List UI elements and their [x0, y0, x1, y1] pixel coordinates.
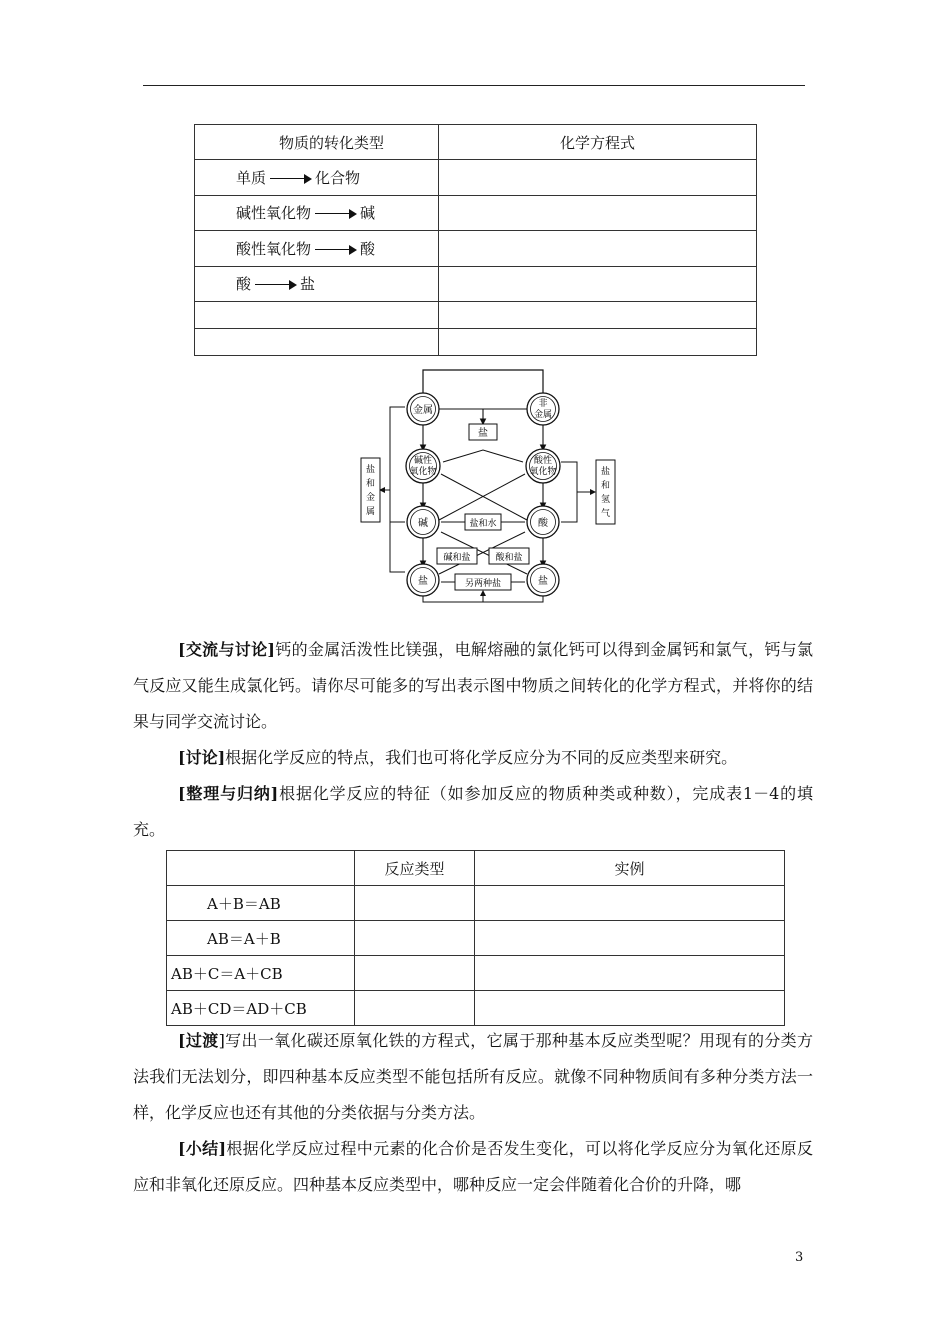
discuss-text: 根据化学反应的特点，我们也可将化学反应分为不同的反应类型来研究。	[225, 748, 738, 767]
base-label: 碱	[418, 518, 428, 529]
right-bracket-line	[561, 462, 577, 522]
table-row	[167, 921, 785, 956]
side-right-char: 和	[600, 481, 611, 491]
basic-oxide-label-2: 氧化物	[409, 467, 437, 477]
oxides-link-line	[443, 450, 523, 462]
side-right-char: 氢	[600, 495, 611, 505]
conclusion-tag: [小结]	[178, 1139, 227, 1158]
table-row	[195, 302, 757, 329]
cross-line	[439, 474, 525, 520]
right-arrow-icon	[270, 174, 312, 184]
nonmetal-label-1: 非	[538, 399, 548, 409]
acid-salt-label: 酸和盐	[495, 553, 523, 563]
table2-equation: A＋B＝AB	[167, 886, 355, 921]
acid-salt-box	[489, 548, 529, 564]
table2-cell	[475, 956, 785, 991]
table2-cell	[475, 886, 785, 921]
acidic-oxide-label-1: 酸性	[533, 456, 553, 466]
transition-paragraph	[133, 1023, 813, 1131]
conclusion-paragraph	[133, 1131, 813, 1203]
summary-tag: [整理与归纳]	[178, 784, 279, 803]
base-salt-label: 碱和盐	[443, 553, 471, 563]
conclusion-text: 根据化学反应过程中元素的化合价是否发生变化，可以将化学反应分为氧化还原反应和非氧化还原反应。四种基本反应类型中，哪种反应一定会伴随着化合价的升降，哪	[133, 1139, 813, 1194]
side-left-box	[361, 458, 380, 522]
acidic-oxide-label-2: 氧化物	[529, 467, 557, 477]
table1-header-equation: 化学方程式	[439, 125, 757, 160]
page-number: 3	[795, 1250, 804, 1265]
side-right-box	[596, 460, 615, 524]
acidic-oxide-node	[526, 449, 560, 483]
side-right-char: 气	[600, 509, 611, 519]
side-left-char: 和	[365, 479, 376, 489]
table2-equation: AB＋CD＝AD＋CB	[167, 991, 355, 1026]
acid-label: 酸	[538, 518, 548, 529]
nonmetal-node	[527, 393, 559, 425]
reaction-type-table	[166, 850, 785, 1026]
table-row	[167, 851, 785, 886]
salt-water-label: 盐和水	[469, 519, 497, 529]
table1-cell-type: 酸性氧化物 酸	[195, 231, 439, 267]
two-salts-label: 另两种盐	[464, 579, 502, 589]
table2-cell	[475, 921, 785, 956]
salt-water-box	[465, 514, 501, 530]
discussion-tag: [交流与讨论]	[178, 640, 275, 659]
conversion-type-table	[194, 124, 757, 356]
table1-cell-blank	[195, 302, 439, 329]
table2-header-type: 反应类型	[355, 851, 475, 886]
top-loop-line	[423, 370, 543, 396]
table2-cell	[355, 886, 475, 921]
table1-cell-type: 碱性氧化物 碱	[195, 195, 439, 231]
summary-text: 根据化学反应的特征（如参加反应的物质种类或种数），完成表1－4的填充。	[133, 784, 813, 839]
side-left-char: 属	[365, 507, 376, 517]
salt-right-label: 盐	[538, 576, 548, 587]
transition-text: ]写出一氧化碳还原氧化铁的方程式，它属于那种基本反应类型呢？用现有的分类方法我们无法划分，即四种基本反应类型不能包括所有反应。就像不同种物质间有多种分类方法一样，化学反应也还有其他的分类依据与分类方法。	[133, 1031, 813, 1122]
acid-node	[527, 506, 559, 538]
right-arrow-icon	[255, 280, 297, 290]
table2-cell	[355, 991, 475, 1026]
table-row	[195, 195, 757, 231]
discussion-paragraph	[133, 632, 813, 740]
table-row	[167, 956, 785, 991]
table-row	[167, 991, 785, 1026]
table2-equation: AB＝A＋B	[167, 921, 355, 956]
table1-cell-blank	[195, 329, 439, 356]
base-node	[407, 506, 439, 538]
table1-cell-type: 单质 化合物	[195, 160, 439, 196]
base-salt-box	[437, 548, 477, 564]
metal-node	[407, 393, 439, 425]
table1-cell-equation	[439, 160, 757, 196]
salt-top-box	[469, 424, 497, 440]
two-salts-box	[455, 574, 511, 590]
table1-cell-blank	[439, 302, 757, 329]
table1-cell-equation	[439, 195, 757, 231]
metal-label: 金属	[413, 405, 433, 416]
table1-cell-blank	[439, 329, 757, 356]
right-arrow-icon	[315, 209, 357, 219]
table2-cell	[355, 921, 475, 956]
table-row	[195, 160, 757, 196]
table2-equation: AB＋C＝A＋CB	[167, 956, 355, 991]
table2-cell	[355, 956, 475, 991]
table1-cell-type: 酸 盐	[195, 266, 439, 302]
table2-header-blank	[167, 851, 355, 886]
basic-oxide-node	[406, 449, 440, 483]
table1-cell-equation	[439, 231, 757, 267]
table-row	[167, 886, 785, 921]
summary-paragraph	[133, 776, 813, 848]
nonmetal-label-2: 金属	[533, 410, 553, 420]
discussion-text: 钙的金属活泼性比镁强，电解熔融的氯化钙可以得到金属钙和氯气，钙与氯气反应又能生成氯化钙。请你尽可能多的写出表示图中物质之间转化的化学方程式，并将你的结果与同学交流讨论。	[133, 640, 813, 731]
table1-header-type: 物质的转化类型	[195, 125, 439, 160]
salt-top-label: 盐	[478, 428, 488, 439]
discussion-paragraph-2	[133, 740, 813, 776]
table-row	[195, 266, 757, 302]
transition-tag: [过渡	[178, 1031, 219, 1050]
discuss-tag: [讨论]	[178, 748, 226, 767]
table-row	[195, 231, 757, 267]
table2-cell	[475, 991, 785, 1026]
metal-to-salt-line	[438, 409, 483, 424]
table1-cell-equation	[439, 266, 757, 302]
cross-line	[441, 474, 527, 520]
substance-conversion-diagram	[355, 362, 630, 607]
table2-header-example: 实例	[475, 851, 785, 886]
side-left-char: 金	[365, 493, 376, 503]
salt-right-node	[527, 564, 559, 596]
salt-left-label: 盐	[418, 576, 428, 587]
header-rule	[143, 85, 805, 86]
salt-left-node	[407, 564, 439, 596]
basic-oxide-label-1: 碱性	[413, 456, 433, 466]
right-arrow-icon	[315, 245, 357, 255]
side-right-char: 盐	[600, 467, 611, 477]
table-row	[195, 329, 757, 356]
left-bracket-line	[390, 407, 405, 572]
side-left-char: 盐	[365, 465, 376, 475]
